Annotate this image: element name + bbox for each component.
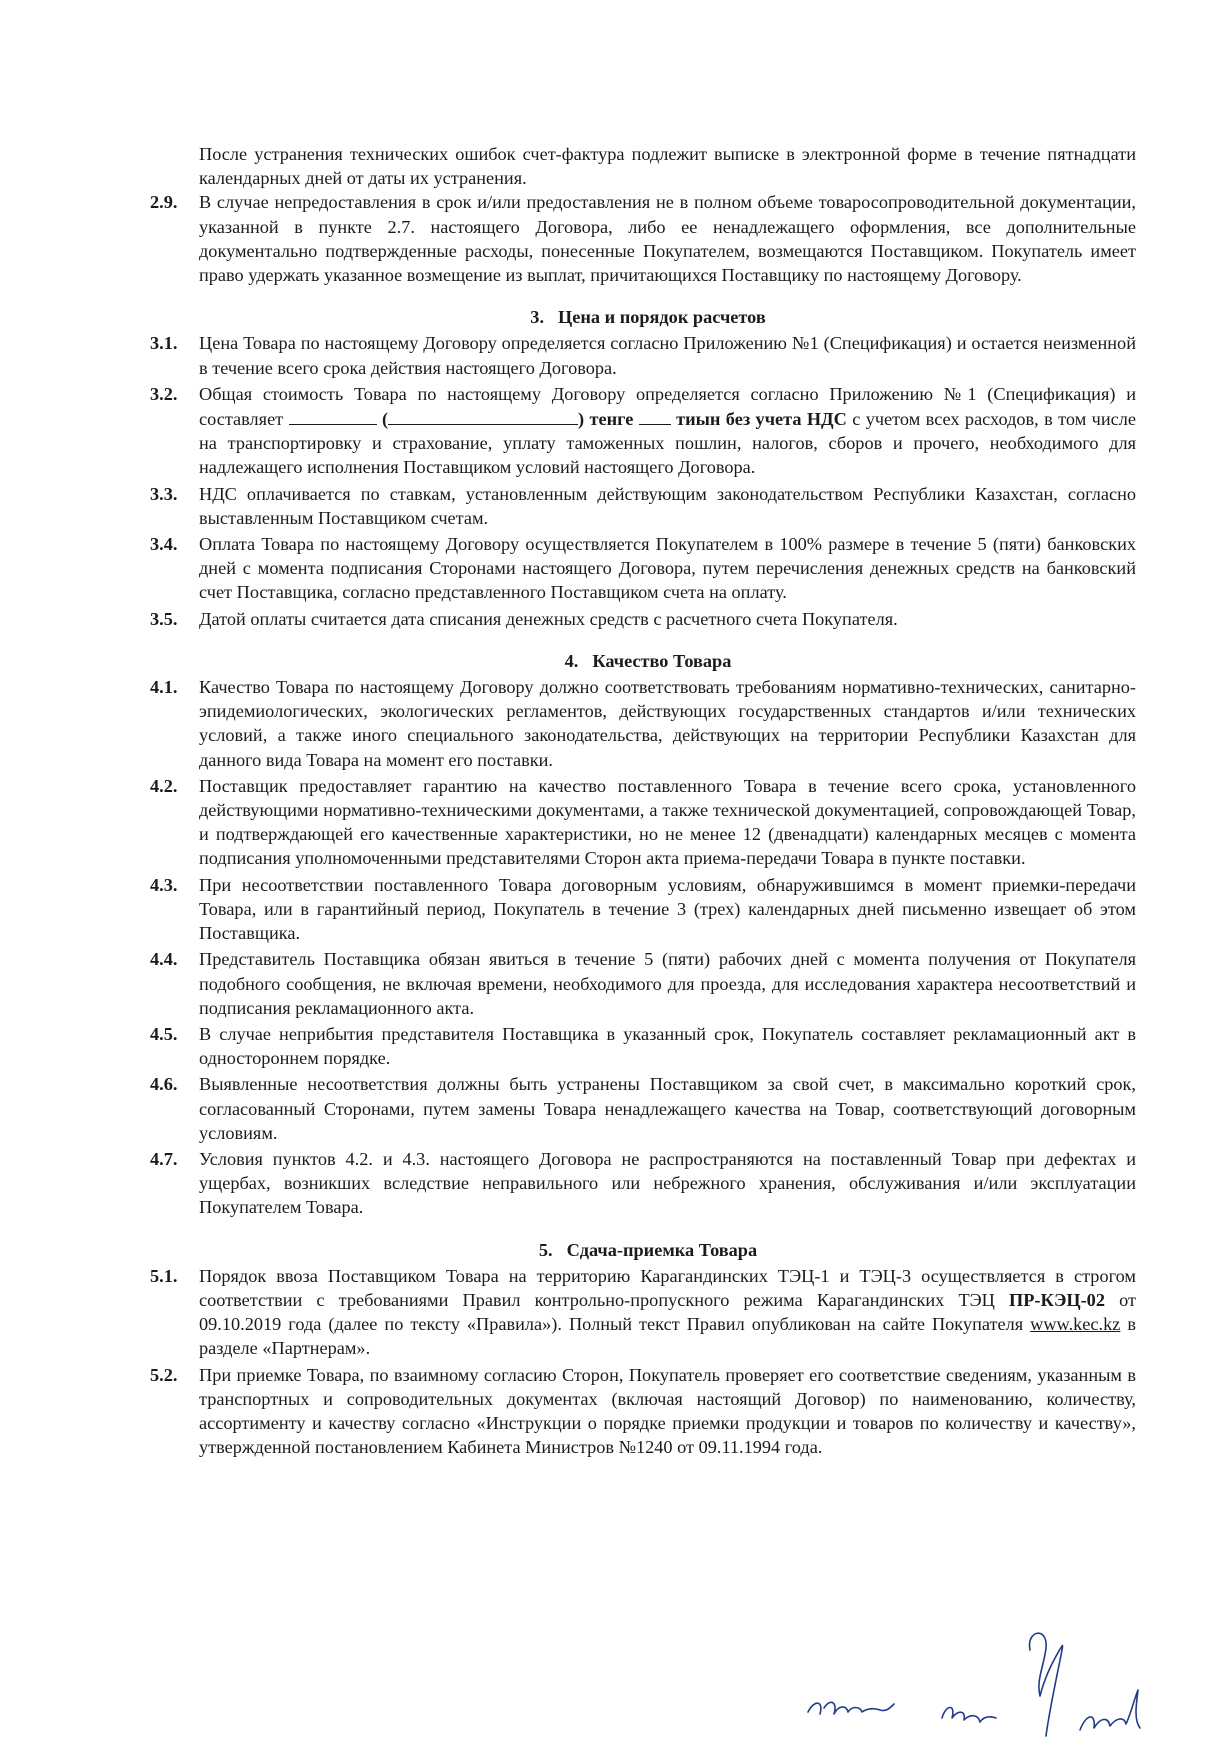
clause-number: 3.4.: [150, 534, 178, 555]
document-body: [150, 142, 1136, 1461]
clause-5-1: [150, 1264, 1136, 1361]
clause-number: 4.7.: [150, 1148, 178, 1169]
clause-text: В случае непредоставления в срок и/или предоставления не в полном объеме товаросопроводительной документации, указанной в пункте 2.7. настоящего Договора, либо ее ненадлежащего оформления, все дополнительные документально подтвержденные расходы, понесенные Покупателем, возмещаются Поставщиком. Покупатель имеет право удержать указанное возмещение из выплат, причитающихся Поставщику по настоящему Договору.: [199, 192, 1136, 286]
paren-open: (: [376, 409, 389, 430]
tiyn-label: тиын без учета НДС: [670, 409, 847, 430]
clause-number: 3.2.: [150, 383, 178, 404]
signature-2: [942, 1708, 996, 1723]
clause-text: Оплата Товара по настоящему Договору осуществляется Покупателем в 100% размере в течение 5 (пяти) банковских дней с момента подписания Сторонами настоящего Договора, путем перечисления денежных средств на банковский счет Поставщика, согласно представленного Поставщиком счета на оплату.: [199, 534, 1136, 603]
amount-blank-field: [289, 406, 377, 425]
clause-text: НДС оплачивается по ставкам, установленным действующим законодательством Республики Казахстан, согласно выставленным Поставщиком счетам.: [199, 483, 1136, 528]
amount-words-blank-field: [388, 406, 578, 425]
section-number: 5.: [538, 1239, 553, 1260]
clause-4-7: [150, 1147, 1136, 1220]
section-title: Цена и порядок расчетов: [558, 307, 766, 328]
handwritten-signatures: [790, 1620, 1210, 1738]
clause-number: 4.3.: [150, 874, 178, 895]
clause-text: При несоответствии поставленного Товара договорным условиям, обнаружившимся в момент приемки-передачи Товара, или в гарантийный период, Покупатель в течение 3 (трех) календарных дней письменно извещает об этом Поставщика.: [199, 874, 1136, 944]
section-number: 4.: [564, 650, 579, 671]
clause-3-3: [150, 482, 1136, 530]
clause-2-9: [150, 190, 1136, 287]
clause-4-5: [150, 1022, 1136, 1070]
section-3-heading: [150, 305, 1136, 329]
clause-number: 5.1.: [150, 1265, 178, 1286]
clause-number: 4.5.: [150, 1023, 178, 1044]
intro-paragraph: После устранения технических ошибок счет-фактура подлежит выписке в электронной форме в течение пятнадцати календарных дней от даты их устранения.: [199, 144, 1136, 189]
clause-text-continued: от 09.10.2019 года (далее по тексту «Правила»). Полный текст Правил опубликован на сайте Покупателя: [199, 1289, 1136, 1335]
clause-4-1: [150, 675, 1136, 772]
clause-number: 2.9.: [150, 192, 178, 213]
section-title: Качество Товара: [592, 650, 732, 671]
clause-text: Представитель Поставщика обязан явиться в течение 5 (пяти) рабочих дней с момента получения от Покупателя подобного сообщения, не включая времени, необходимого для проезда, для исследования характера несоответствий и подписания рекламационного акта.: [199, 949, 1136, 1018]
clause-3-2: [150, 382, 1136, 480]
clause-number: 5.2.: [150, 1364, 178, 1385]
clause-4-3: [150, 873, 1136, 946]
clause-3-4: [150, 532, 1136, 605]
clause-4-6: [150, 1072, 1136, 1145]
section-4-heading: [150, 649, 1136, 673]
signature-4: [1080, 1690, 1140, 1730]
signature-3: [1030, 1633, 1063, 1736]
clause-number: 4.1.: [150, 677, 178, 698]
clause-number: 3.1.: [150, 333, 178, 354]
clause-number: 4.4.: [150, 949, 178, 970]
clause-text: Порядок ввоза Поставщиком Товара на территорию Карагандинских ТЭЦ-1 и ТЭЦ-3 осуществляется в строгом соответствии с требованиями Правил контрольно-пропускного режима Карагандинских ТЭЦ: [199, 1265, 1136, 1310]
website-link[interactable]: www.kec.kz: [1030, 1314, 1121, 1335]
clause-3-1: [150, 331, 1136, 379]
clause-text: В случае неприбытия представителя Поставщика в указанный срок, Покупатель составляет рекламационный акт в одностороннем порядке.: [199, 1023, 1136, 1069]
paren-close: ): [578, 409, 585, 430]
clause-text: Датой оплаты считается дата списания денежных средств с расчетного счета Покупателя.: [199, 608, 898, 629]
clause-number: 4.6.: [150, 1074, 178, 1095]
rules-code: ПР-КЭЦ-02: [1009, 1289, 1105, 1310]
clause-text: Поставщик предоставляет гарантию на качество поставленного Товара в течение всего срока, установленного действующими нормативно-техническими документами, а также технической документацией, сопровождающей Товар, и подтверждающей его качественные характеристики, но не менее 12 (двенадцати) календарных месяцев с момента подписания уполномоченными представителями Сторон акта приема-передачи Товара в пункте поставки.: [199, 775, 1136, 869]
clause-3-5: [150, 607, 1136, 631]
clause-4-2: [150, 774, 1136, 871]
clause-text-continued: с учетом всех расходов, в том числе на транспортировку и страхование, уплату таможенных пошлин, налогов, сборов и прочего, необходимого для надлежащего исполнения Поставщиком условий настоящего Договора.: [199, 409, 1136, 478]
clause-number: 4.2.: [150, 775, 178, 796]
clause-number: 3.3.: [150, 483, 178, 504]
tenge-label: тенге: [584, 409, 639, 430]
section-5-heading: [150, 1238, 1136, 1262]
section-number: 3.: [530, 307, 545, 328]
clause-text: Общая стоимость Товара по настоящему Договору определяется согласно Приложению №1 (Спецификация) и составляет: [199, 383, 1136, 430]
clause-text: Качество Товара по настоящему Договору должно соответствовать требованиям нормативно-технических, санитарно-эпидемиологических, экологических регламентов, действующих государственных стандартов и/или технических условий, а также иного специального законодательства, действующих на территории Республики Казахстан для данного вида Товара на момент его поставки.: [199, 677, 1136, 770]
section-title: Сдача-приемка Товара: [566, 1239, 758, 1260]
clause-5-2: [150, 1363, 1136, 1460]
clause-text: Цена Товара по настоящему Договору определяется согласно Приложению №1 (Спецификация) и остается неизменной в течение всего срока действия настоящего Договора.: [199, 333, 1136, 378]
clause-number: 3.5.: [150, 608, 178, 629]
clause-text: Выявленные несоответствия должны быть устранены Поставщиком за свой счет, в максимально короткий срок, согласованный Сторонами, путем замены Товара ненадлежащего качества на Товар, соответствующий договорным условиям.: [199, 1074, 1136, 1143]
clause-4-4: [150, 947, 1136, 1020]
signature-1: [808, 1702, 894, 1714]
clause-text-end: в разделе «Партнерам».: [199, 1314, 1136, 1359]
clause-text: Условия пунктов 4.2. и 4.3. настоящего Договора не распространяются на поставленный Товар при дефектах и ущербах, возникших вследствие неправильного или небрежного хранения, обслуживания и/или эксплуатации Покупателем Товара.: [199, 1148, 1136, 1218]
clause-text: При приемке Товара, по взаимному согласию Сторон, Покупатель проверяет его соответствие сведениям, указанным в транспортных и сопроводительных документах (включая настоящий Договор) по наименованию, количеству, ассортименту и качеству согласно «Инструкции о порядке приемки продукции и товаров по количеству и качеству», утвержденной постановлением Кабинета Министров №1240 от 09.11.1994 года.: [199, 1364, 1136, 1458]
tiyn-blank-field: [639, 406, 671, 425]
